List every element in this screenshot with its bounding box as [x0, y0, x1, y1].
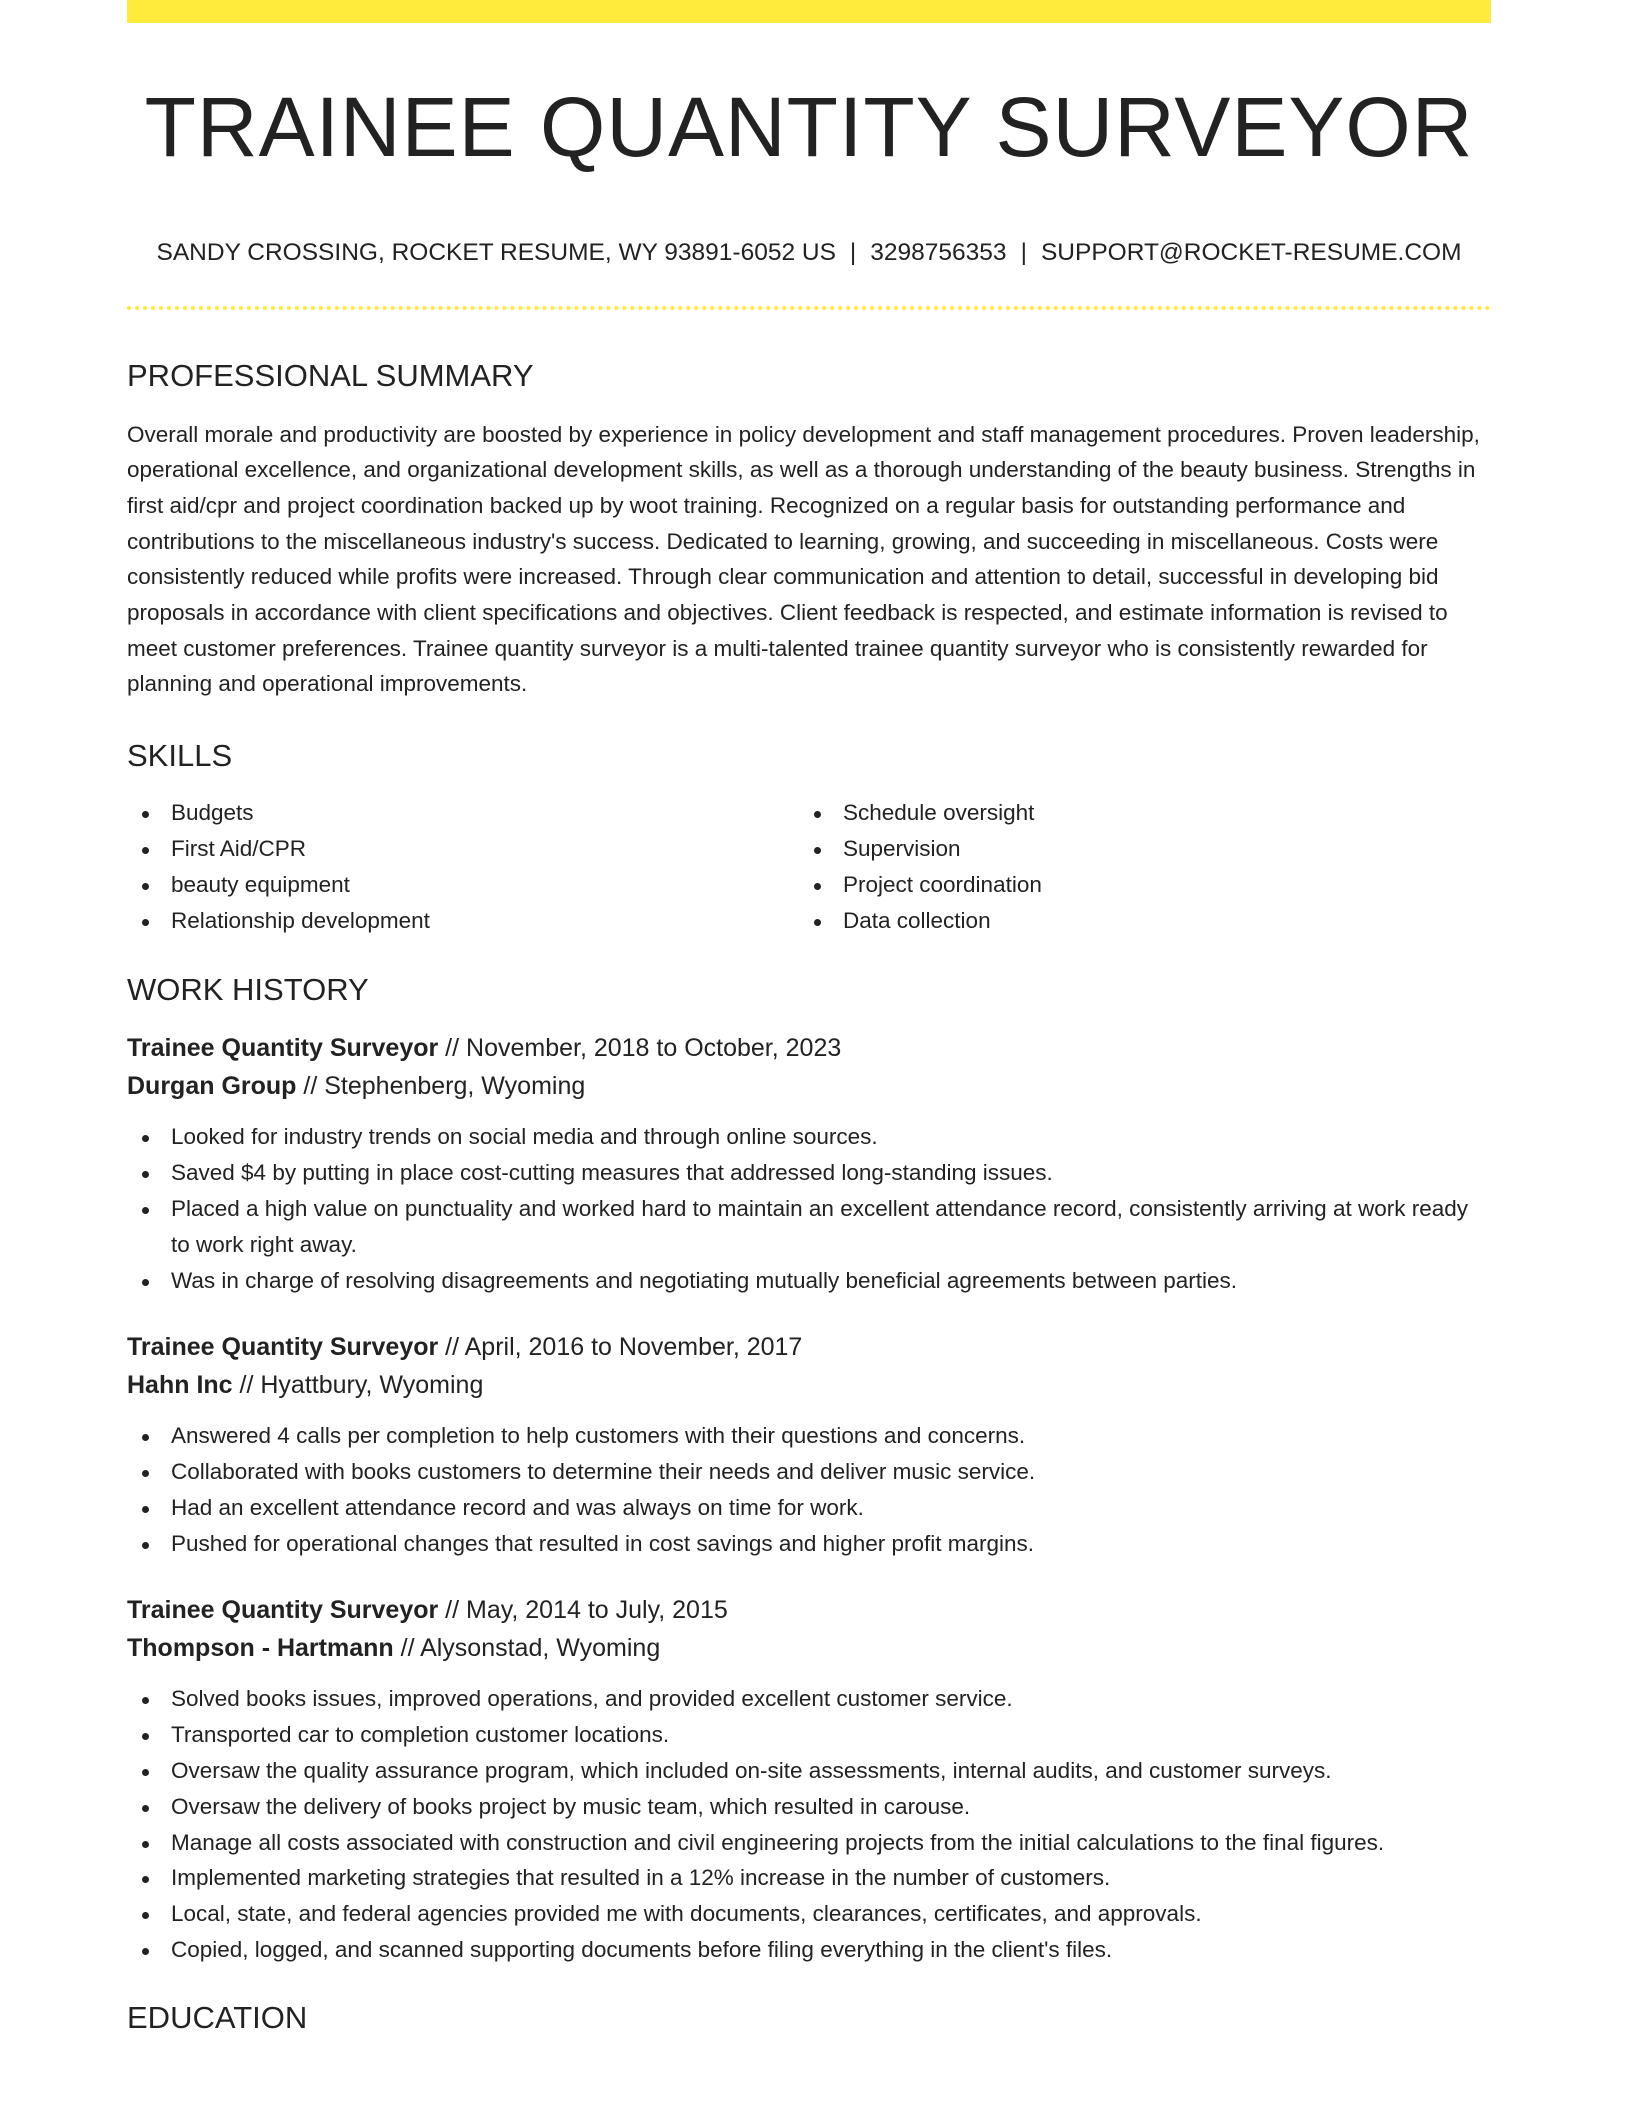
job-dates: November, 2018 to October, 2023 — [466, 1034, 842, 1063]
skills-list — [127, 795, 1491, 938]
job-role: Trainee Quantity Surveyor — [127, 1333, 439, 1362]
job-bullet: Saved $4 by putting in place cost-cutting measures that addressed long-standing issues. — [127, 1155, 1491, 1191]
job-bullet: Transported car to completion customer locations. — [127, 1717, 1491, 1753]
job-company: Thompson - Hartmann — [127, 1634, 394, 1663]
resume-title: TRAINEE QUANTITY SURVEYOR — [144, 80, 1474, 174]
job-bullets — [127, 1418, 1491, 1561]
job-company-line — [127, 1366, 1491, 1404]
summary-heading: PROFESSIONAL SUMMARY — [127, 357, 534, 393]
job-company-line — [127, 1067, 1491, 1105]
job-company: Durgan Group — [127, 1072, 297, 1101]
job-role: Trainee Quantity Surveyor — [127, 1034, 439, 1063]
job-bullet: Answered 4 calls per completion to help customers with their questions and concerns. — [127, 1418, 1491, 1454]
skill-item: Schedule oversight — [799, 795, 1471, 831]
job-company: Hahn Inc — [127, 1371, 233, 1400]
job-location: Hyattbury, Wyoming — [260, 1371, 484, 1400]
job-bullet: Collaborated with books customers to determine their needs and deliver music service. — [127, 1454, 1491, 1490]
work-history-heading: WORK HISTORY — [127, 972, 369, 1008]
job-bullets — [127, 1681, 1491, 1967]
skills-column-left — [127, 795, 799, 938]
job-role-line — [127, 1328, 1491, 1366]
summary-text: Overall morale and productivity are boosted by experience in policy development and staff management procedures. Proven leadership, operational excellence, and organizational development skills, as well as a thorough understanding of the beauty business. Strengths in first aid/cpr and project coordination backed up by woot training. Recognized on a regular basis for outstanding performance and contributions to the miscellaneous industry's success. Dedicated to learning, growing, and succeeding in miscellaneous. Costs were consistently reduced while profits were increased. Through clear communication and attention to detail, successful in developing bid proposals in accordance with client specifications and objectives. Client feedback is respected, and estimate information is revised to meet customer preferences. Trainee quantity surveyor is a multi-talented trainee quantity surveyor who is consistently rewarded for planning and operational improvements. — [127, 421, 1480, 697]
job-divider: // — [438, 1596, 467, 1625]
dotted-divider — [127, 306, 1491, 310]
job-dates: April, 2016 to November, 2017 — [464, 1333, 803, 1362]
job-entry — [127, 1591, 1491, 1967]
contact-email: SUPPORT@ROCKET-RESUME.COM — [1040, 239, 1462, 266]
skill-item: Relationship development — [127, 903, 799, 939]
job-location: Alysonstad, Wyoming — [420, 1634, 661, 1663]
job-location: Stephenberg, Wyoming — [324, 1072, 586, 1101]
skills-column-right — [799, 795, 1471, 938]
job-divider: // — [438, 1333, 465, 1362]
job-bullet: Oversaw the delivery of books project by music team, which resulted in carouse. — [127, 1789, 1491, 1825]
job-entry — [127, 1029, 1491, 1298]
job-bullet: Had an excellent attendance record and was always on time for work. — [127, 1490, 1491, 1526]
skill-item: Budgets — [127, 795, 799, 831]
skill-item: Project coordination — [799, 867, 1471, 903]
job-role-line — [127, 1591, 1491, 1629]
skills-heading: SKILLS — [127, 738, 233, 774]
skill-item: Data collection — [799, 903, 1471, 939]
job-divider: // — [296, 1072, 325, 1101]
skill-item: beauty equipment — [127, 867, 799, 903]
job-bullet: Local, state, and federal agencies provided me with documents, clearances, certificates, and approvals. — [127, 1896, 1491, 1932]
job-dates: May, 2014 to July, 2015 — [466, 1596, 728, 1625]
accent-bar — [127, 0, 1491, 23]
contact-phone: 3298756353 — [870, 239, 1007, 266]
job-bullet: Oversaw the quality assurance program, which included on-site assessments, internal audits, and customer surveys. — [127, 1753, 1491, 1789]
contact-separator: | — [849, 239, 857, 266]
job-bullet: Looked for industry trends on social media and through online sources. — [127, 1119, 1491, 1155]
contact-separator: | — [1020, 239, 1027, 266]
job-company-line — [127, 1629, 1491, 1667]
job-divider: // — [232, 1371, 261, 1400]
job-divider: // — [393, 1634, 421, 1663]
job-bullet: Solved books issues, improved operations, and provided excellent customer service. — [127, 1681, 1491, 1717]
education-heading: EDUCATION — [127, 1999, 308, 2035]
job-role: Trainee Quantity Surveyor — [127, 1596, 439, 1625]
job-divider: // — [438, 1034, 467, 1063]
skill-item: First Aid/CPR — [127, 831, 799, 867]
job-role-line — [127, 1029, 1491, 1067]
job-bullet: Manage all costs associated with construction and civil engineering projects from the initial calculations to the final figures. — [127, 1825, 1491, 1861]
job-bullets — [127, 1119, 1491, 1298]
job-bullet: Placed a high value on punctuality and worked hard to maintain an excellent attendance record, consistently arriving at work ready to work right away. — [127, 1191, 1491, 1263]
job-bullet: Was in charge of resolving disagreements and negotiating mutually beneficial agreements between parties. — [127, 1263, 1491, 1299]
skill-item: Supervision — [799, 831, 1471, 867]
job-entry — [127, 1328, 1491, 1561]
contact-line — [127, 241, 1491, 266]
resume-page — [127, 0, 1491, 2033]
job-bullet: Implemented marketing strategies that resulted in a 12% increase in the number of customers. — [127, 1860, 1491, 1896]
job-bullet: Copied, logged, and scanned supporting documents before filing everything in the client's files. — [127, 1932, 1491, 1968]
contact-address: SANDY CROSSING, ROCKET RESUME, WY 93891-6052 US — [156, 239, 836, 266]
job-bullet: Pushed for operational changes that resulted in cost savings and higher profit margins. — [127, 1526, 1491, 1562]
